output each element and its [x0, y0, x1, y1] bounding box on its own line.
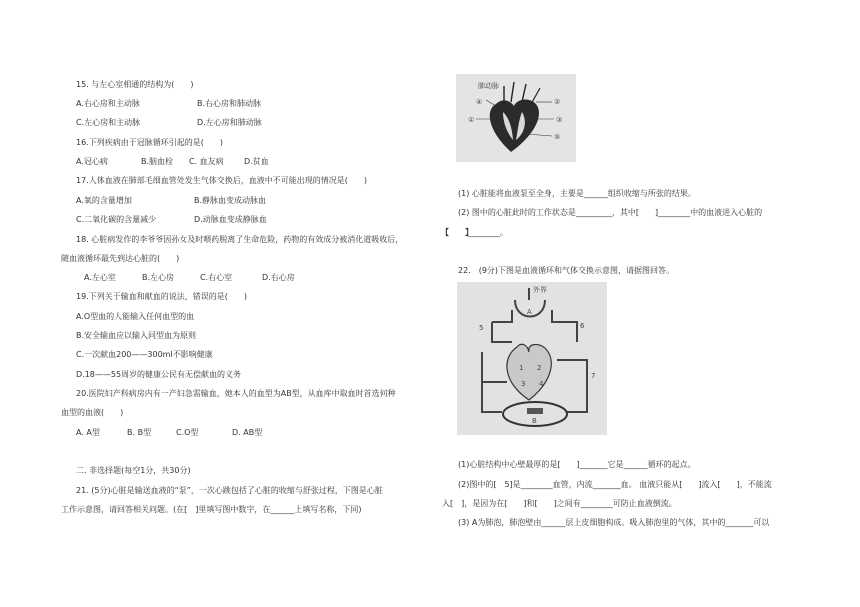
fig1-label-3: ③	[556, 116, 563, 124]
q15-option-c: C.左心房和主动脉	[76, 118, 141, 127]
q19-option-d: D.18——55周岁的健康公民有无偿献血的义务	[76, 370, 242, 379]
q15-option-b: B.右心房和肺动脉	[197, 99, 262, 108]
fig2-label-external: 外界	[533, 286, 547, 294]
q21-sub2-blank: ________。	[468, 228, 508, 237]
fig1-label-1: ①	[468, 116, 475, 124]
q15-option-d: D.左心房和肺动脉	[197, 118, 262, 127]
q22-stem: 22. (9分)下图是血液循环和气体交换示意图，请据图回答。	[458, 266, 675, 275]
q20-option-c: C.O型	[176, 428, 199, 437]
q22-sub2-line1: (2)图中的[ 5]是________血管，内流_______血。 血液只能从[ ]流入[ ]，不能流	[458, 480, 772, 489]
heart-diagram-figure	[456, 74, 576, 162]
q20-stem-line2: 血型的血液( )	[61, 408, 124, 417]
q21-stem-line2: 工作示意图，请回答相关问题。(在[ ]里填写图中数字，在______上填写名称，下同)	[61, 505, 362, 514]
fig2-label-6: 6	[580, 322, 585, 330]
fig1-label-4: ④	[476, 98, 483, 106]
q18-option-a: A.左心室	[84, 273, 116, 282]
q19-option-c: C.一次献血200——300ml不影响健康	[76, 350, 213, 359]
q21-sub2-line1: (2) 图中的心脏此时的工作状态是_________，其中[ ]________中的血液进入心脏的	[458, 208, 763, 217]
q18-option-b: B.左心房	[142, 273, 175, 282]
q21-sub1: (1) 心脏能将血液泵至全身，主要是______组织收缩与所张的结果。	[458, 189, 696, 198]
q17-option-b: B.静脉血变成动脉血	[194, 196, 267, 205]
q20-option-b: B. B型	[127, 428, 152, 437]
q17-option-a: A.氧的含量增加	[76, 196, 132, 205]
q17-stem: 17.人体血液在肺部毛细血管处发生气体交换后，血液中不可能出现的情况是( )	[76, 176, 367, 185]
q22-sub2-line2: 入[ ]，是因为在[ ]和[ ]之间有________可防止血液倒流。	[442, 499, 677, 508]
q19-option-b: B.安全输血应以输入同型血为原则	[76, 331, 197, 340]
q20-stem-line1: 20.医院妇产科病房内有一产妇急需输血，她本人的血型为AB型，从血库中取血时首选何种	[76, 389, 396, 398]
fig2-label-5: 5	[479, 324, 484, 332]
heart-diagram-svg	[456, 74, 576, 162]
q17-option-d: D.动脉血变成静脉血	[194, 215, 267, 224]
circulation-diagram-svg	[457, 282, 607, 435]
q21-sub2-bracket: 【 】	[441, 228, 473, 237]
q18-option-d: D.右心房	[262, 273, 295, 282]
fig2-label-4: 4	[539, 380, 544, 388]
q15-option-a: A.右心房和主动脉	[76, 99, 140, 108]
q16-option-b: B.脑血栓	[141, 157, 174, 166]
fig1-label-5: ⑤	[554, 133, 561, 141]
fig2-label-alveolus: A	[527, 308, 532, 316]
q15-stem: 15. 与左心室相通的结构为( )	[76, 80, 194, 89]
circulation-diagram-figure	[457, 282, 607, 435]
q22-sub3: (3) A为肺泡，肺泡壁由______层上皮细胞构成。吸入肺泡里的气体，其中的_______可以	[458, 518, 770, 527]
fig2-label-7: 7	[591, 372, 596, 380]
q20-option-a: A. A型	[76, 428, 100, 437]
q18-stem-line2: 随血液循环最先到达心脏的( )	[61, 254, 180, 263]
fig2-label-3: 3	[521, 380, 526, 388]
q19-stem: 19.下列关于输血和献血的说法，错误的是( )	[76, 292, 247, 301]
q16-stem: 16.下列疾病由于冠脉循环引起的是( )	[76, 138, 223, 147]
q18-option-c: C.右心室	[200, 273, 233, 282]
q16-option-a: A.冠心病	[76, 157, 108, 166]
q17-option-c: C.二氧化碳的含量减少	[76, 215, 157, 224]
section-heading-nonchoice: 二. 非选择题(每空1分，共30分)	[76, 466, 191, 475]
q22-sub1: (1)心脏结构中心壁最厚的是[ ]_______它是______循环的起点。	[458, 460, 696, 469]
q20-option-d: D. AB型	[232, 428, 263, 437]
fig1-label-2: ②	[554, 98, 561, 106]
q18-stem-line1: 18. 心脏病发作的李爷爷因孙女及时喂药脱离了生命危险，药物的有效成分被消化道吸收后，	[76, 235, 404, 244]
q21-stem-line1: 21. (5分)心脏是输送血液的“泵”，一次心跳包括了心脏的收缩与舒张过程，下图是心脏	[76, 486, 383, 495]
fig2-label-2: 2	[537, 364, 542, 372]
fig1-label-pulmonary-artery: 肺动脉	[478, 82, 499, 90]
fig2-label-tissue: B	[532, 417, 537, 425]
fig2-label-1: 1	[519, 364, 524, 372]
q16-option-d: D.贫血	[244, 157, 269, 166]
q19-option-a: A.O型血的人能输入任何血型的血	[76, 312, 195, 321]
q16-option-c: C. 血友病	[189, 157, 224, 166]
